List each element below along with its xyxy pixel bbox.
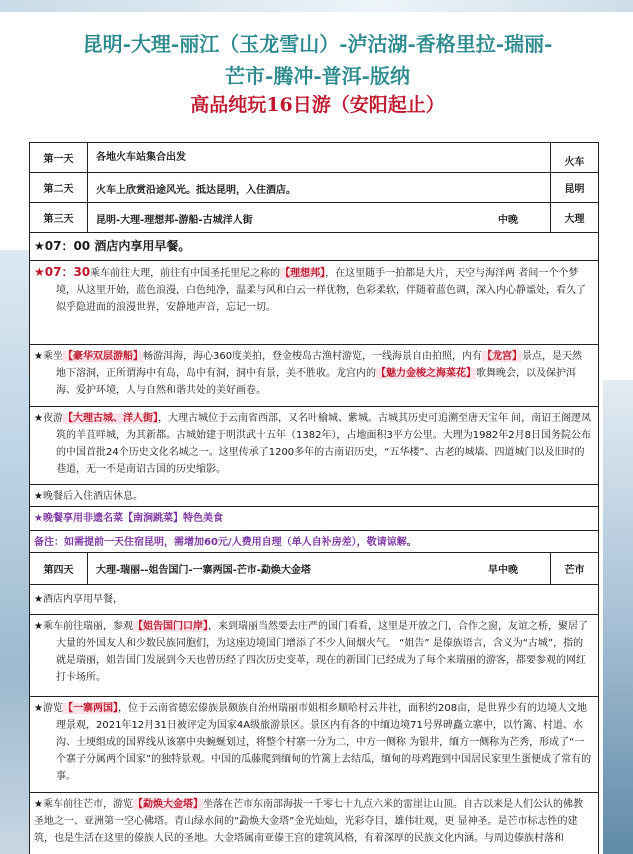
text: 乘车前往大理，前往有中国圣托里尼之称的 — [90, 268, 281, 279]
page-title — [40, 28, 595, 92]
day3-lixiangbang — [30, 261, 598, 345]
day-stay: 火车 — [550, 143, 598, 172]
title-line-1: 昆明-大理-丽江（玉龙雪山）-泸沽湖-香格里拉-瑞丽- — [82, 32, 553, 56]
highlight-spot: 【一寨两国】 — [62, 703, 118, 714]
day3-hotel — [30, 485, 598, 507]
highlight-spot: 【魅力金梭之海菜花】 — [376, 368, 476, 379]
highlight-dish: 【南涧跳菜】 — [122, 513, 183, 524]
day-stay: 大理 — [550, 203, 598, 232]
day-row-4 — [30, 553, 598, 585]
text: 景点，是天然地下溶洞，正所谓海中有岛，岛中有洞，洞中有景，美不胜收。龙宫内的 — [56, 351, 583, 379]
text: ★晚餐后入住酒店休息。 — [34, 491, 143, 502]
title-line-2: 芒市-腾冲-普洱-版纳 — [225, 64, 410, 88]
text: 特色美食 — [182, 513, 223, 524]
text: 歌舞晚会，以及保护洱海、爱护环境，人与自然和谐共处的美好画卷。 — [56, 368, 576, 396]
highlight-spot: 【姐告国门口岸】 — [132, 621, 208, 632]
day4-yizhailiangguo — [30, 697, 598, 793]
text: ★游览 — [34, 703, 63, 714]
text: 畅游洱海，海心360度美拍，登金梭岛古渔村游览，一线海景自由拍照，内有 — [142, 351, 483, 362]
note-text: 备注：如需提前一天住宿昆明，需增加60元/人费用自理（单人自补房差），敬请谅解。 — [34, 537, 417, 548]
day-label: 第二天 — [30, 173, 88, 202]
text: ，来到瑞丽当然要去庄严的国门看看，这里是开放之门，合作之窗，友谊之桥，聚居了大量的外国友人和少数民族同胞们，为这座边境国门增添了不少人间烟火气。 “姐告” 是傣族语言，含义为“古城”，指的就是瑞丽，姐告国门发展到今天也曾历经了四次历史变革，现在的新国门已经成为了每个来瑞丽的游客，都要参观的网红打卡场所。 — [56, 621, 588, 683]
subtitle-days: 16日游 — [266, 94, 331, 116]
day-route: 昆明-大理-理想邦-游船-古城洋人街 — [96, 215, 253, 226]
highlight-spot: 【勐焕大金塔】 — [132, 799, 203, 810]
text: ★乘坐 — [34, 351, 63, 362]
decorative-right-landscape — [603, 380, 633, 854]
day-row-3 — [30, 203, 598, 233]
day-stay: 昆明 — [550, 173, 598, 202]
text: ★晚餐享用非遗名菜 — [34, 513, 123, 524]
text: ★夜游 — [34, 413, 63, 424]
itinerary-sheet — [29, 142, 599, 854]
text: ★乘车前往瑞丽，参观 — [34, 621, 133, 632]
highlight-spot: 【理想邦】 — [280, 268, 326, 279]
day-label: 第三天 — [30, 203, 88, 232]
day3-old-town — [30, 407, 598, 485]
day3-boat — [30, 345, 598, 407]
day3-note — [30, 531, 598, 553]
text: ，位于云南省德宏傣族景颇族自治州瑞丽市姐相乡顺哈村云井社，面积约208亩，是世界少有的边境人文地理景观，2021年12月31日被评定为国家4A级旅游景区。景区内有各的中缅边境71号界碑矗立寨中，以竹篱、村道、水沟、土埂组成的国界线从该寨中央蜿蜒划过，将整个村寨一分为二，中方一侧称 为银井，缅方一侧称为芒秀，形成了“一个寨子分属两个国家”的独特景观。中国的瓜藤爬到缅甸的竹篱上去结瓜，缅甸的母鸡跑到中国居民家里生蛋便成了常有的事。 — [56, 703, 592, 782]
day-route: 大理-瑞丽--姐告国门-一寨两国-芒市-勐焕大金塔 — [96, 565, 311, 576]
day-label: 第四天 — [30, 553, 88, 584]
day-label: 第一天 — [30, 143, 88, 172]
day3-breakfast-text: ★07：00 酒店内享用早餐。 — [34, 239, 191, 253]
day-meal: 早中晚 — [488, 565, 518, 576]
day3-breakfast — [30, 233, 598, 261]
highlight-spot: 【龙宫】 — [482, 351, 523, 362]
text: 坐落在芒市东南部海拔一千零七十九点六米的雷崖让山顶。自古以来是人们公认的佛教圣地之一、亚洲第一空心佛塔。青山绿水间的“勐焕大金塔”金光灿灿，光彩夺目，雄伟壮观，更 显神圣。是芒市标志性的建筑，也是生活在这里的傣族人民的圣地。大金塔属南亚傣王宫的建筑风格，有着深厚的民族文化内涵。与周边傣族村落和 — [34, 799, 583, 844]
decorative-top-band — [0, 0, 633, 12]
subtitle-prefix: 高品纯玩 — [190, 94, 267, 116]
day-row-1 — [30, 143, 598, 173]
day4-jiegao — [30, 615, 598, 697]
subtitle-suffix: （安阳起止） — [330, 94, 445, 116]
day-meal: 中晚 — [498, 215, 518, 226]
day3-time: ★07：30 — [34, 265, 91, 279]
day-row-2 — [30, 173, 598, 203]
day-stay: 芒市 — [550, 553, 598, 584]
day4-golden-pagoda — [30, 793, 598, 854]
highlight-spot: 【豪华双层游船】 — [62, 351, 143, 362]
text: ★酒店内享用早餐， — [34, 594, 123, 605]
text: ，在这里随手一拍都是大片，天空与海洋两 者间一个个梦境，从这里开始，蓝色浪漫，白色纯净，温柔与风和白云一样优物，色彩柔软，伴随着蓝色调，深入内心静谧处，看久了似乎隐进面的浪漫世界，安静地声音，忘记一切。 — [56, 268, 586, 313]
day-route: 各地火车站集合出发 — [96, 152, 186, 163]
highlight-spot: 【大理古城、洋人街】 — [62, 413, 158, 424]
day4-breakfast — [30, 585, 598, 615]
day-route: 火车上欣赏沿途风光。抵达昆明，入住酒店。 — [96, 185, 296, 196]
day3-dinner — [30, 507, 598, 531]
page-subtitle — [40, 92, 595, 118]
text: ★乘车前往芒市，游览 — [34, 799, 133, 810]
text: ，大理古城位于云南省西部，又名叶榆城、紫城。古城其历史可追溯至唐天宝年 间，南诏王阁逻凤筑的羊苴咩城，为其新都。古城始建于明洪武十五年（1382年），占地面积3平方公里。大理为1982年2月8日国务院公布的中国首批24个历史文化名城之一。这里传承了1200多年的古南诏历史，“五华楼”、古老的城墙、四道城门以及旧时的巷道，无一不是南诏古国的历史缩影。 — [56, 413, 592, 475]
